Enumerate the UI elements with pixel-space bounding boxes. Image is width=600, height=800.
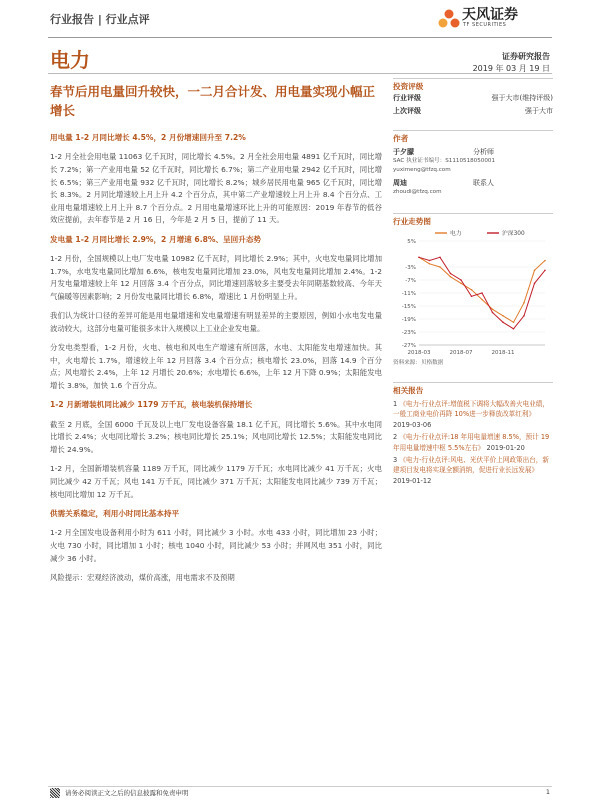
y-tick-label: -7%	[405, 278, 416, 284]
sector-divider	[48, 73, 552, 74]
trend-chart-svg	[393, 227, 553, 359]
data-point	[513, 321, 515, 323]
data-point	[471, 295, 473, 297]
paragraph: 1-2 月全社会用电量 11063 亿千瓦时，同比增长 4.5%。2 月全社会用电量 4891 亿千瓦时，同比增长 7.2%；第一产业用电量 52 亿千瓦时，同比增长 6.7%；第二产业用电量 2942 亿千瓦时，同比增长 6.5%；第三产业用电量 932 亿千瓦时，同比增长 8.2%；城乡居民用电量 965 亿千瓦时，同比增长 8.3%。2 月同比增速较上月上升 4.2 个百分点，其中第二产业增速较上月上升 8.4 个百分点、工业用电量增速较上月上升 8.7 个百分点。2 月用电量增速环比上升的可能原因：2019 年春节的低谷效应提前，去年春节是 2 月 16 日，今年是 2 月 5 日，提前了 11 天。	[50, 152, 382, 225]
trend-chart	[393, 227, 553, 359]
author-heading: 作者	[393, 130, 553, 144]
footer-divider	[48, 786, 552, 787]
section-heading: 1-2 月新增装机同比减少 1179 万千瓦，核电装机保持增长	[50, 400, 253, 410]
x-tick-label: 2018-11	[491, 350, 515, 356]
logo-mark-icon	[438, 8, 460, 32]
rating-row: 行业评级 强于大市(维持评级)	[393, 94, 553, 102]
y-tick-label: -27%	[401, 343, 416, 349]
y-tick-label: -19%	[401, 317, 416, 323]
paragraph: 1-2 月全国发电设备利用小时为 611 小时，同比减少 3 小时。水电 433 小时，同比增加 23 小时；火电 730 小时，同比增加 1 小时；核电 1040 小时，同比减少 53 小时；并网风电 351 小时，同比减少 36 小时。	[50, 528, 382, 563]
page-number: 1	[545, 788, 550, 796]
header-divider	[48, 37, 552, 38]
data-point	[439, 256, 441, 258]
rating-heading: 投资评级	[393, 78, 553, 92]
chart-source: 资料来源：贝格数据	[393, 360, 444, 366]
data-point	[492, 308, 494, 310]
data-point	[450, 276, 452, 278]
author-block: 于夕朦 分析师 SAC 执业证书编号：S1110518050001 yuximeng@tfzq.com	[393, 148, 496, 173]
y-tick-label: -15%	[401, 304, 416, 310]
data-point	[544, 260, 546, 262]
logo-name: 天风证券	[462, 7, 518, 23]
data-point	[534, 282, 536, 284]
related-report-item[interactable]: 2 《电力-行业点评:18 年用电量增速 8.5%，预计 19 年用电量增速中枢 5.5%左右》 2019-01-20	[393, 433, 550, 452]
y-tick-label: -3%	[405, 265, 416, 271]
chart-heading: 行业走势图	[393, 213, 553, 227]
data-point	[523, 302, 525, 304]
footer-disclaimer: 请务必阅读正文之后的信息披露和免责申明	[50, 788, 189, 798]
sector-name: 电力	[50, 48, 90, 72]
paragraph: 分发电类型看，1-2 月份，火电、核电和风电生产增速有所回落，水电、太阳能发电增速加快。其中，火电增长 1.7%，增速较上年 12 月回落 3.4 个百分点；核电增长 23.0%，回落 14.9 个百分点；风电增长 2.4%，上年 12 月增长 20.6%；水电增长 6.6%，上年 12 月下降 0.9%；太阳能发电增长 3.8%，加快 1.6 个百分点。	[50, 343, 382, 391]
data-point	[544, 269, 546, 271]
brand-logo	[438, 2, 548, 36]
related-report-item[interactable]: 1 《电力-行业点评:增值税下调将大幅改善火电业绩，一般工商业电价再降 10%进一步释放改革红利》 2019-03-06	[393, 400, 549, 429]
paragraph: 我们认为统计口径的差异可能是用电量增速和发电量增速有明显差异的主要原因，例如小水电发电量波动较大，这部分电量可能很多未计入规模以上工业企业发电量。	[50, 311, 382, 333]
author-block: 周迪 联系人 zhoudi@tfzq.com	[393, 179, 494, 195]
rating-row: 上次评级 强于大市	[393, 107, 553, 115]
logo-subtitle: TF SECURITIES	[463, 22, 507, 28]
related-heading: 相关报告	[393, 382, 553, 396]
data-point	[460, 282, 462, 284]
section-heading: 用电量 1-2 月同比增长 4.5%，2 月份增速回升至 7.2%	[50, 133, 246, 142]
x-tick-label: 2018-03	[407, 350, 431, 356]
related-report-item[interactable]: 3 《电力-行业点评:风电、光伏平价上网政策出台，新建项目发电将实现全额消纳，促进行业长远发展》 2019-01-12	[393, 456, 549, 485]
data-point	[502, 321, 504, 323]
paragraph: 风险提示：宏观经济波动，煤价高涨，用电需求不及预期	[50, 572, 235, 582]
data-point	[513, 328, 515, 330]
data-point	[471, 289, 473, 291]
data-point	[450, 273, 452, 275]
data-point	[429, 260, 431, 262]
section-heading: 供需关系稳定，利用小时同比基本持平	[50, 509, 180, 519]
legend-label: 沪深300	[502, 231, 525, 237]
report-date: 2019 年 03 月 19 日	[472, 64, 550, 73]
paragraph: 截至 2 月底，全国 6000 千瓦及以上电厂发电设备容量 18.1 亿千瓦，同比增长 5.6%。其中水电同比增长 2.4%；火电同比增长 3.2%；核电同比增长 25.1%；风电同比增长 12.5%；太阳能发电同比增长 24.9%。	[50, 419, 382, 455]
data-point	[481, 299, 483, 301]
paragraph: 1-2 月，全国新增装机容量 1189 万千瓦，同比减少 1179 万千瓦；水电同比减少 41 万千瓦；火电同比减少 42 万千瓦；风电 141 万千瓦，同比减少 371 万千瓦；太阳能发电同比减少 739 万千瓦；核电同比增加 12 万千瓦。	[50, 464, 382, 499]
data-point	[481, 292, 483, 294]
report-title: 春节后用电量回升较快，一二月合计发、用电量实现小幅正增长	[50, 84, 376, 118]
y-tick-label: -11%	[401, 291, 416, 297]
paragraph: 1-2 月份，全国规模以上电厂发电量 10982 亿千瓦时，同比增长 2.9%；其中，火电发电量同比增加 1.7%，水电发电量同比增加 6.6%，核电发电量同比增加 23.0%，风电发电量同比增加 2.4%。1-2 月发电量增速较上年 12 月回落 3.4 个百分点，同比增速回落较多主要受去年同期基数较高、今年天气偏暖等因素影响；2 月份发电量同比增长 6.8%，增速比 1 月份明显上升。	[50, 254, 382, 301]
section-heading: 发电量 1-2 月同比增长 2.9%，2 月增速 6.8%、呈回升态势	[50, 234, 262, 244]
sidebar	[393, 78, 553, 488]
data-point	[439, 266, 441, 268]
related-reports	[393, 399, 553, 486]
data-point	[534, 269, 536, 271]
data-point	[418, 256, 420, 258]
legend-label: 电力	[450, 231, 462, 237]
report-type: 证券研究报告	[502, 52, 550, 61]
report-body	[50, 132, 382, 591]
data-point	[429, 263, 431, 265]
y-tick-label: 5%	[407, 239, 416, 245]
data-point	[523, 315, 525, 317]
data-point	[460, 279, 462, 281]
data-point	[492, 312, 494, 314]
report-category: 行业报告 | 行业点评	[50, 13, 150, 26]
y-tick-label: -23%	[401, 330, 416, 336]
x-tick-label: 2018-07	[449, 350, 473, 356]
qr-code-icon	[50, 788, 60, 798]
data-point	[502, 315, 504, 317]
